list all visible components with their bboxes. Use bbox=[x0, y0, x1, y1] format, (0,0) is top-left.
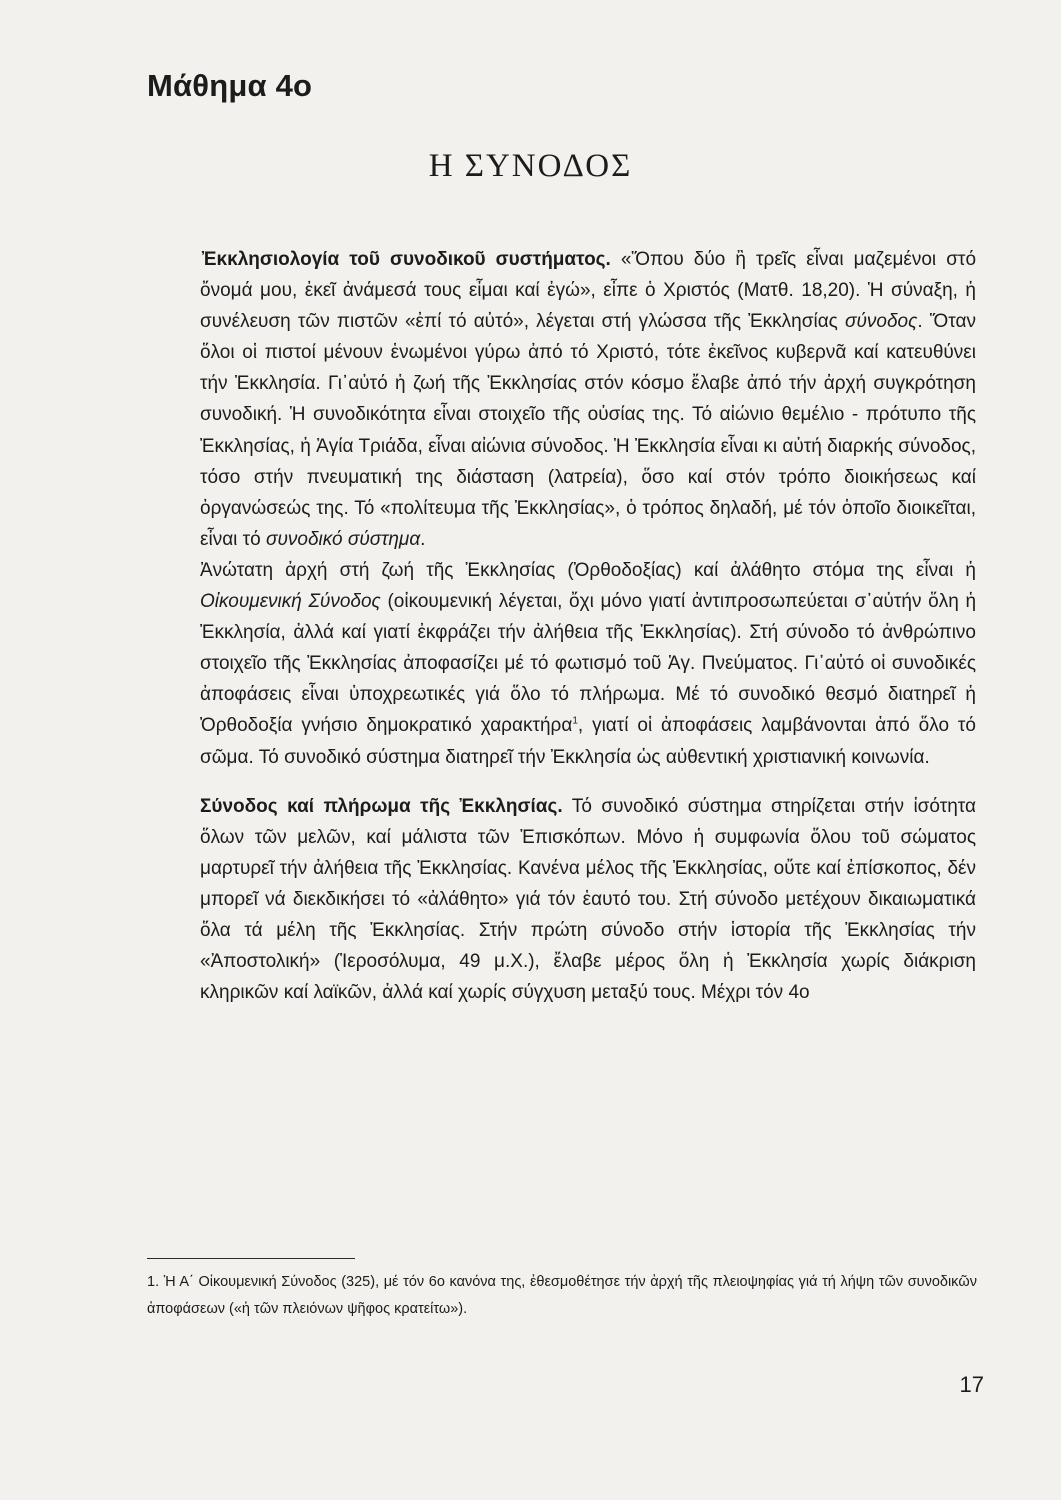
paragraph-text: (οἰκουμενική λέγεται, ὄχι μόνο γιατί ἀντιπροσωπεύεται σ᾿αὐτήν ὅλη ἡ Ἐκκλησία, ἀλλά καί γιατί ἐκφράζει τήν ἀλήθεια τῆς Ἐκκλησίας). Στή σύνοδο τό ἀνθρώπινο στοιχεῖο τῆς Ἐκκλησίας ἀποφασίζει μέ τό φωτισμό τοῦ Ἁγ. Πνεύματος. Γι᾿αὐτό οἱ συνοδικές ἀποφάσεις εἶναι ὑποχρεωτικές γιά ὅλο τό πλήρωμα. Μέ τό συνοδικό θεσμό διατηρεῖ ἡ Ὀρθοδοξία γνήσιο δημοκρατικό χαρακτήρα bbox=[200, 591, 977, 737]
body-text bbox=[200, 244, 976, 1008]
section-lead-synod-laity: Σύνοδος καί πλήρωμα τῆς Ἐκκλησίας. bbox=[200, 795, 563, 817]
paragraph-text: . bbox=[420, 528, 426, 550]
paragraph-text: Τό συνοδικό σύστημα στηρίζεται στήν ἰσότητα ὅλων τῶν μελῶν, καί μάλιστα τῶν Ἐπισκόπων. Μόνο ἡ συμφωνία ὅλου τοῦ σώματος μαρτυρεῖ τήν ἀλήθεια τῆς Ἐκκλησίας. Κανένα μέλος τῆς Ἐκκλησίας, οὔτε καί ἐπίσκοπος, δέν μπορεῖ νά διεκδικήσει τό «ἀλάθητο» γιά τόν ἑαυτό του. Στή σύνοδο μετέχουν δικαιωματικά ὅλα τά μέλη τῆς Ἐκκλησίας. Στήν πρώτη σύνοδο στήν ἱστορία τῆς Ἐκκλησίας τήν «Ἀποστολική» (Ἱεροσόλυμα, 49 μ.Χ.), ἔλαβε μέρος ὅλη ἡ Ἐκκλησία χωρίς διάκριση κληρικῶν καί λαϊκῶν, ἀλλά καί χωρίς σύγχυση μεταξύ τους. Μέχρι τόν 4ο bbox=[200, 795, 976, 1004]
lesson-heading: Μάθημα 4ο bbox=[147, 68, 313, 103]
footnote: 1. Ἡ Α΄ Οἰκουμενική Σύνοδος (325), μέ τόν 6ο κανόνα της, ἐθεσμοθέτησε τήν ἀρχή τῆς πλειοψηφίας γιά τή λήψη τῶν συνοδικῶν ἀποφάσεων («ἡ τῶν πλειόνων ψῆφος κρατείτω»). bbox=[147, 1274, 977, 1317]
paragraph-synod-and-laity bbox=[200, 791, 976, 1009]
paragraph-text: , γιατί οἱ ἀποφάσεις λαμβάνονται ἀπό ὅλο τό σῶμα. Τό συνοδικό σύστημα διατηρεῖ τήν Ἐκκλησία ὡς αὐθεντική χριστιανική κοινωνία. bbox=[200, 715, 976, 768]
page-number: 17 bbox=[959, 1372, 984, 1397]
section-lead-ecclesiology: Ἐκκλησιολογία τοῦ συνοδικοῦ συστήματος. bbox=[202, 249, 611, 270]
term-synodos: σύνοδος bbox=[845, 311, 918, 333]
term-synodic-system: συνοδικό σύστημα bbox=[266, 528, 421, 550]
term-ecumenical-synod: Οἰκουμενική Σύνοδος bbox=[200, 591, 381, 613]
paragraph-text: . Ὅταν ὅλοι οἱ πιστοί μένουν ἑνωμένοι γύρω ἀπό τό Χριστό, τότε ἐκεῖνος κυβερνᾶ καί κατευθύνει τήν Ἐκκλησία. Γι᾿αὐτό ἡ ζωή τῆς Ἐκκλησίας στόν κόσμο ἔλαβε ἀπό τήν ἀρχή συγκρότηση συνοδική. Ἡ συνοδικότητα εἶναι στοιχεῖο τῆς οὐσίας της. Τό αἰώνιο θεμέλιο - πρότυπο τῆς Ἐκκλησίας, ἡ Ἁγία Τριάδα, εἶναι αἰώνια σύνοδος. Ἡ Ἐκκλησία εἶναι κι αὐτή διαρκής σύνοδος, τόσο στήν πνευματική της διάσταση (λατρεία), ὅσο καί στόν τρόπο διοικήσεως καί ὀργανώσεώς της. Τό «πολίτευμα τῆς Ἐκκλησίας», ὁ τρόπος δηλαδή, μέ τόν ὁποῖο διοικεῖται, εἶναι τό bbox=[200, 311, 976, 550]
paragraph-supreme-authority bbox=[200, 555, 976, 773]
paragraph-ecclesiology bbox=[200, 244, 976, 555]
footnote-reference: 1 bbox=[572, 716, 578, 728]
paragraph-text: «Ὅπου δύο ἢ τρεῖς εἶναι μαζεμένοι στό ὄνομά μου, ἐκεῖ ἀνάμεσά τους εἶμαι καί ἐγώ», εἶπε ὁ Χριστός (Ματθ. 18,20). Ἡ σύναξη, ἡ συνέλευση τῶν πιστῶν «ἐπί τό αὐτό», λέγεται στή γλώσσα τῆς Ἐκκλησίας bbox=[200, 249, 977, 333]
footnote-divider bbox=[147, 1258, 355, 1259]
paragraph-text: Ἀνώτατη ἀρχή στή ζωή τῆς Ἐκκλησίας (Ὀρθοδοξίας) καί ἀλάθητο στόμα της εἶναι ἡ bbox=[200, 559, 976, 581]
chapter-title: Η ΣΥΝΟΔΟΣ bbox=[428, 148, 633, 184]
